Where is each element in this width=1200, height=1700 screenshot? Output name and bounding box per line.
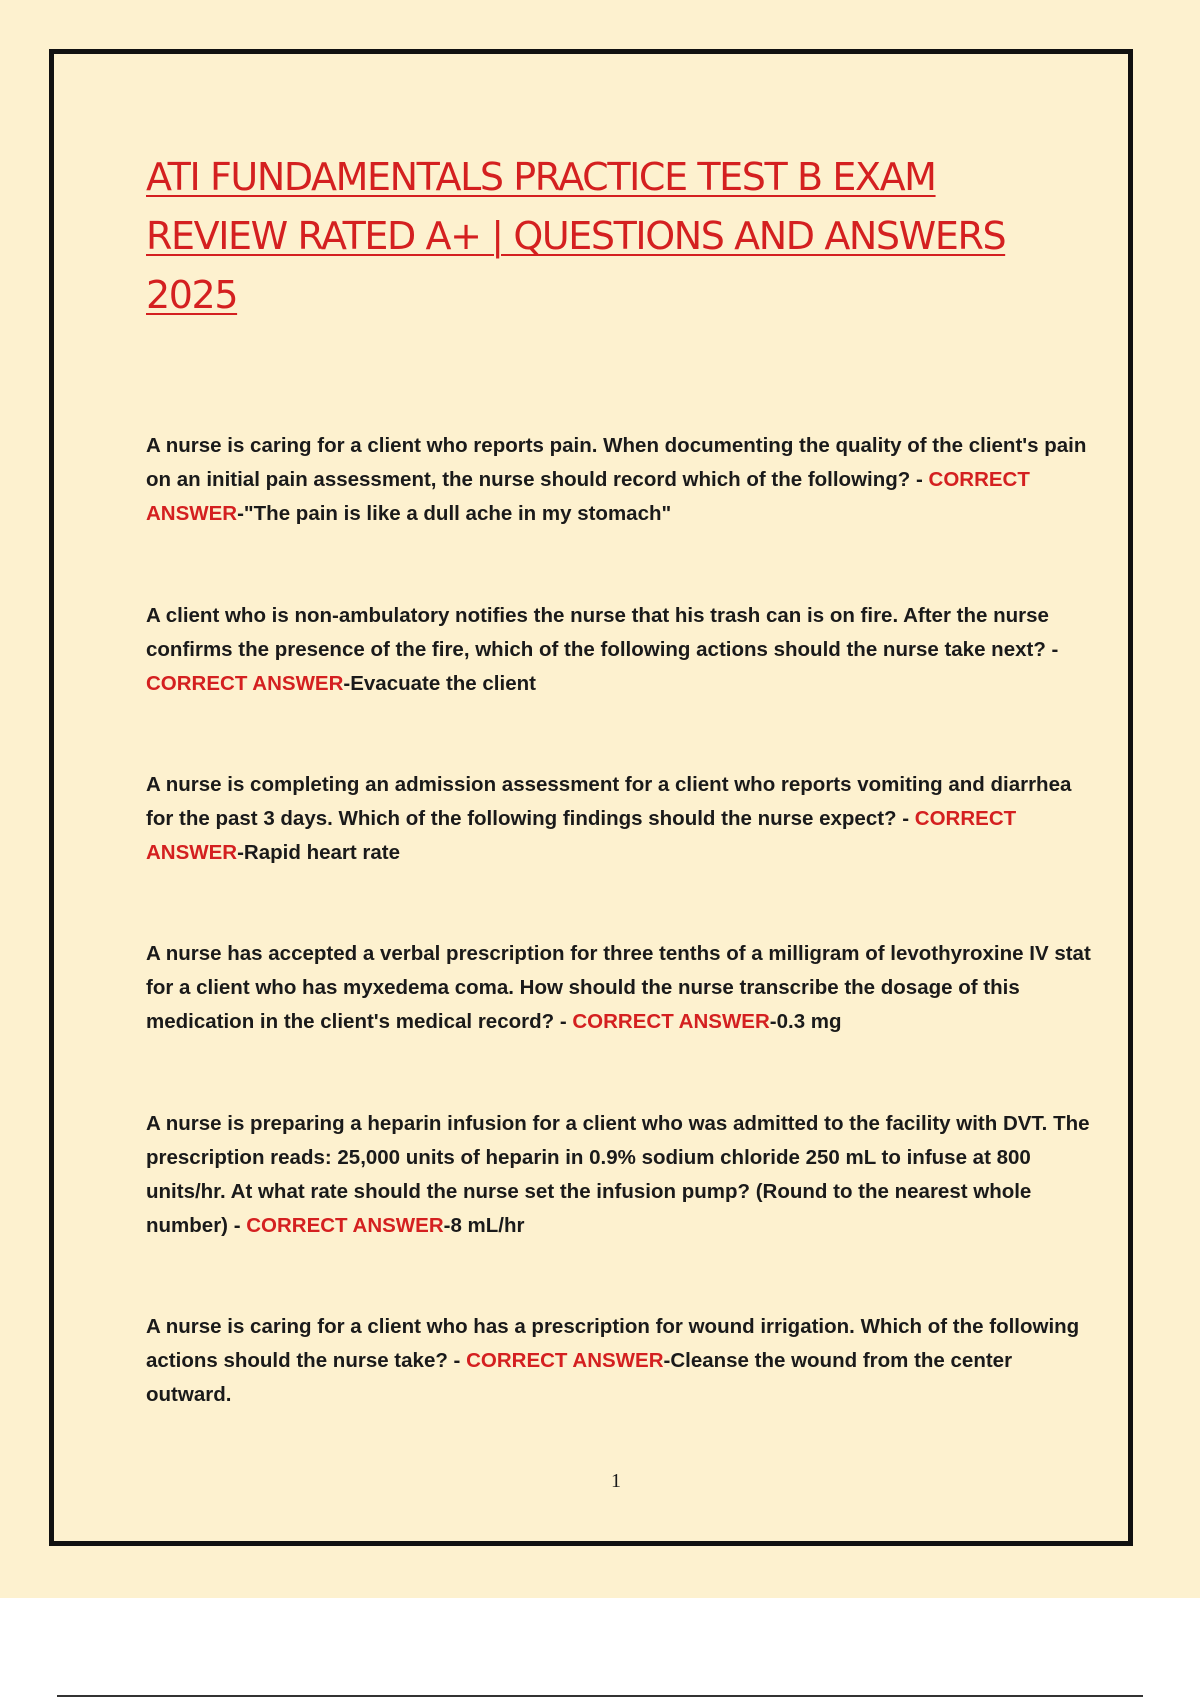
correct-answer-label: CORRECT ANSWER — [246, 1214, 444, 1237]
question-text: A nurse has accepted a verbal prescription for three tenths of a milligram of levothyroxine IV stat for a client who has myxedema coma. How should the nurse transcribe the dosage of this medication in the client's medical record? - — [146, 942, 1091, 1033]
correct-answer-label: CORRECT ANSWER — [146, 672, 344, 695]
page-number: 1 — [611, 1470, 621, 1492]
answer-text: -0.3 mg — [769, 1010, 842, 1033]
answer-text: -Rapid heart rate — [237, 841, 401, 864]
answer-text: -8 mL/hr — [443, 1214, 525, 1237]
correct-answer-label: CORRECT ANSWER — [146, 807, 1017, 864]
qa-item-4 — [146, 937, 1096, 1039]
question-text: A nurse is caring for a client who has a prescription for wound irrigation. Which of the following actions should the nurse take? - — [146, 1315, 1080, 1372]
answer-text: -Cleanse the wound from the center outward. — [146, 1349, 1013, 1406]
document-title: ATI FUNDAMENTALS PRACTICE TEST B EXAM REVIEW RATED A+ | QUESTIONS AND ANSWERS 2025 — [146, 155, 1006, 317]
qa-item-1 — [146, 429, 1096, 531]
next-page-top-rule — [57, 1695, 1143, 1697]
qa-item-2 — [146, 599, 1096, 701]
answer-text: -"The pain is like a dull ache in my stomach" — [237, 502, 672, 525]
correct-answer-label: CORRECT ANSWER — [146, 468, 1030, 525]
qa-item-6 — [146, 1310, 1096, 1412]
qa-item-3 — [146, 768, 1096, 870]
qa-item-5 — [146, 1107, 1096, 1243]
answer-text: -Evacuate the client — [343, 672, 536, 695]
correct-answer-label: CORRECT ANSWER — [572, 1010, 770, 1033]
correct-answer-label: CORRECT ANSWER — [466, 1349, 664, 1372]
question-text: A nurse is completing an admission assessment for a client who reports vomiting and diarrhea for the past 3 days. Which of the following findings should the nurse expect? - — [146, 773, 1072, 830]
question-text: A nurse is preparing a heparin infusion for a client who was admitted to the facility with DVT. The prescription reads: 25,000 units of heparin in 0.9% sodium chloride 250 mL to infuse at 800 units/hr. At what rate should the nurse set the infusion pump? (Round to the nearest whole number) - — [146, 1112, 1090, 1237]
question-text: A nurse is caring for a client who reports pain. When documenting the quality of the client's pain on an initial pain assessment, the nurse should record which of the following? - — [146, 434, 1087, 491]
question-text: A client who is non-ambulatory notifies the nurse that his trash can is on fire. After the nurse confirms the presence of the fire, which of the following actions should the nurse take next? - — [146, 604, 1059, 661]
